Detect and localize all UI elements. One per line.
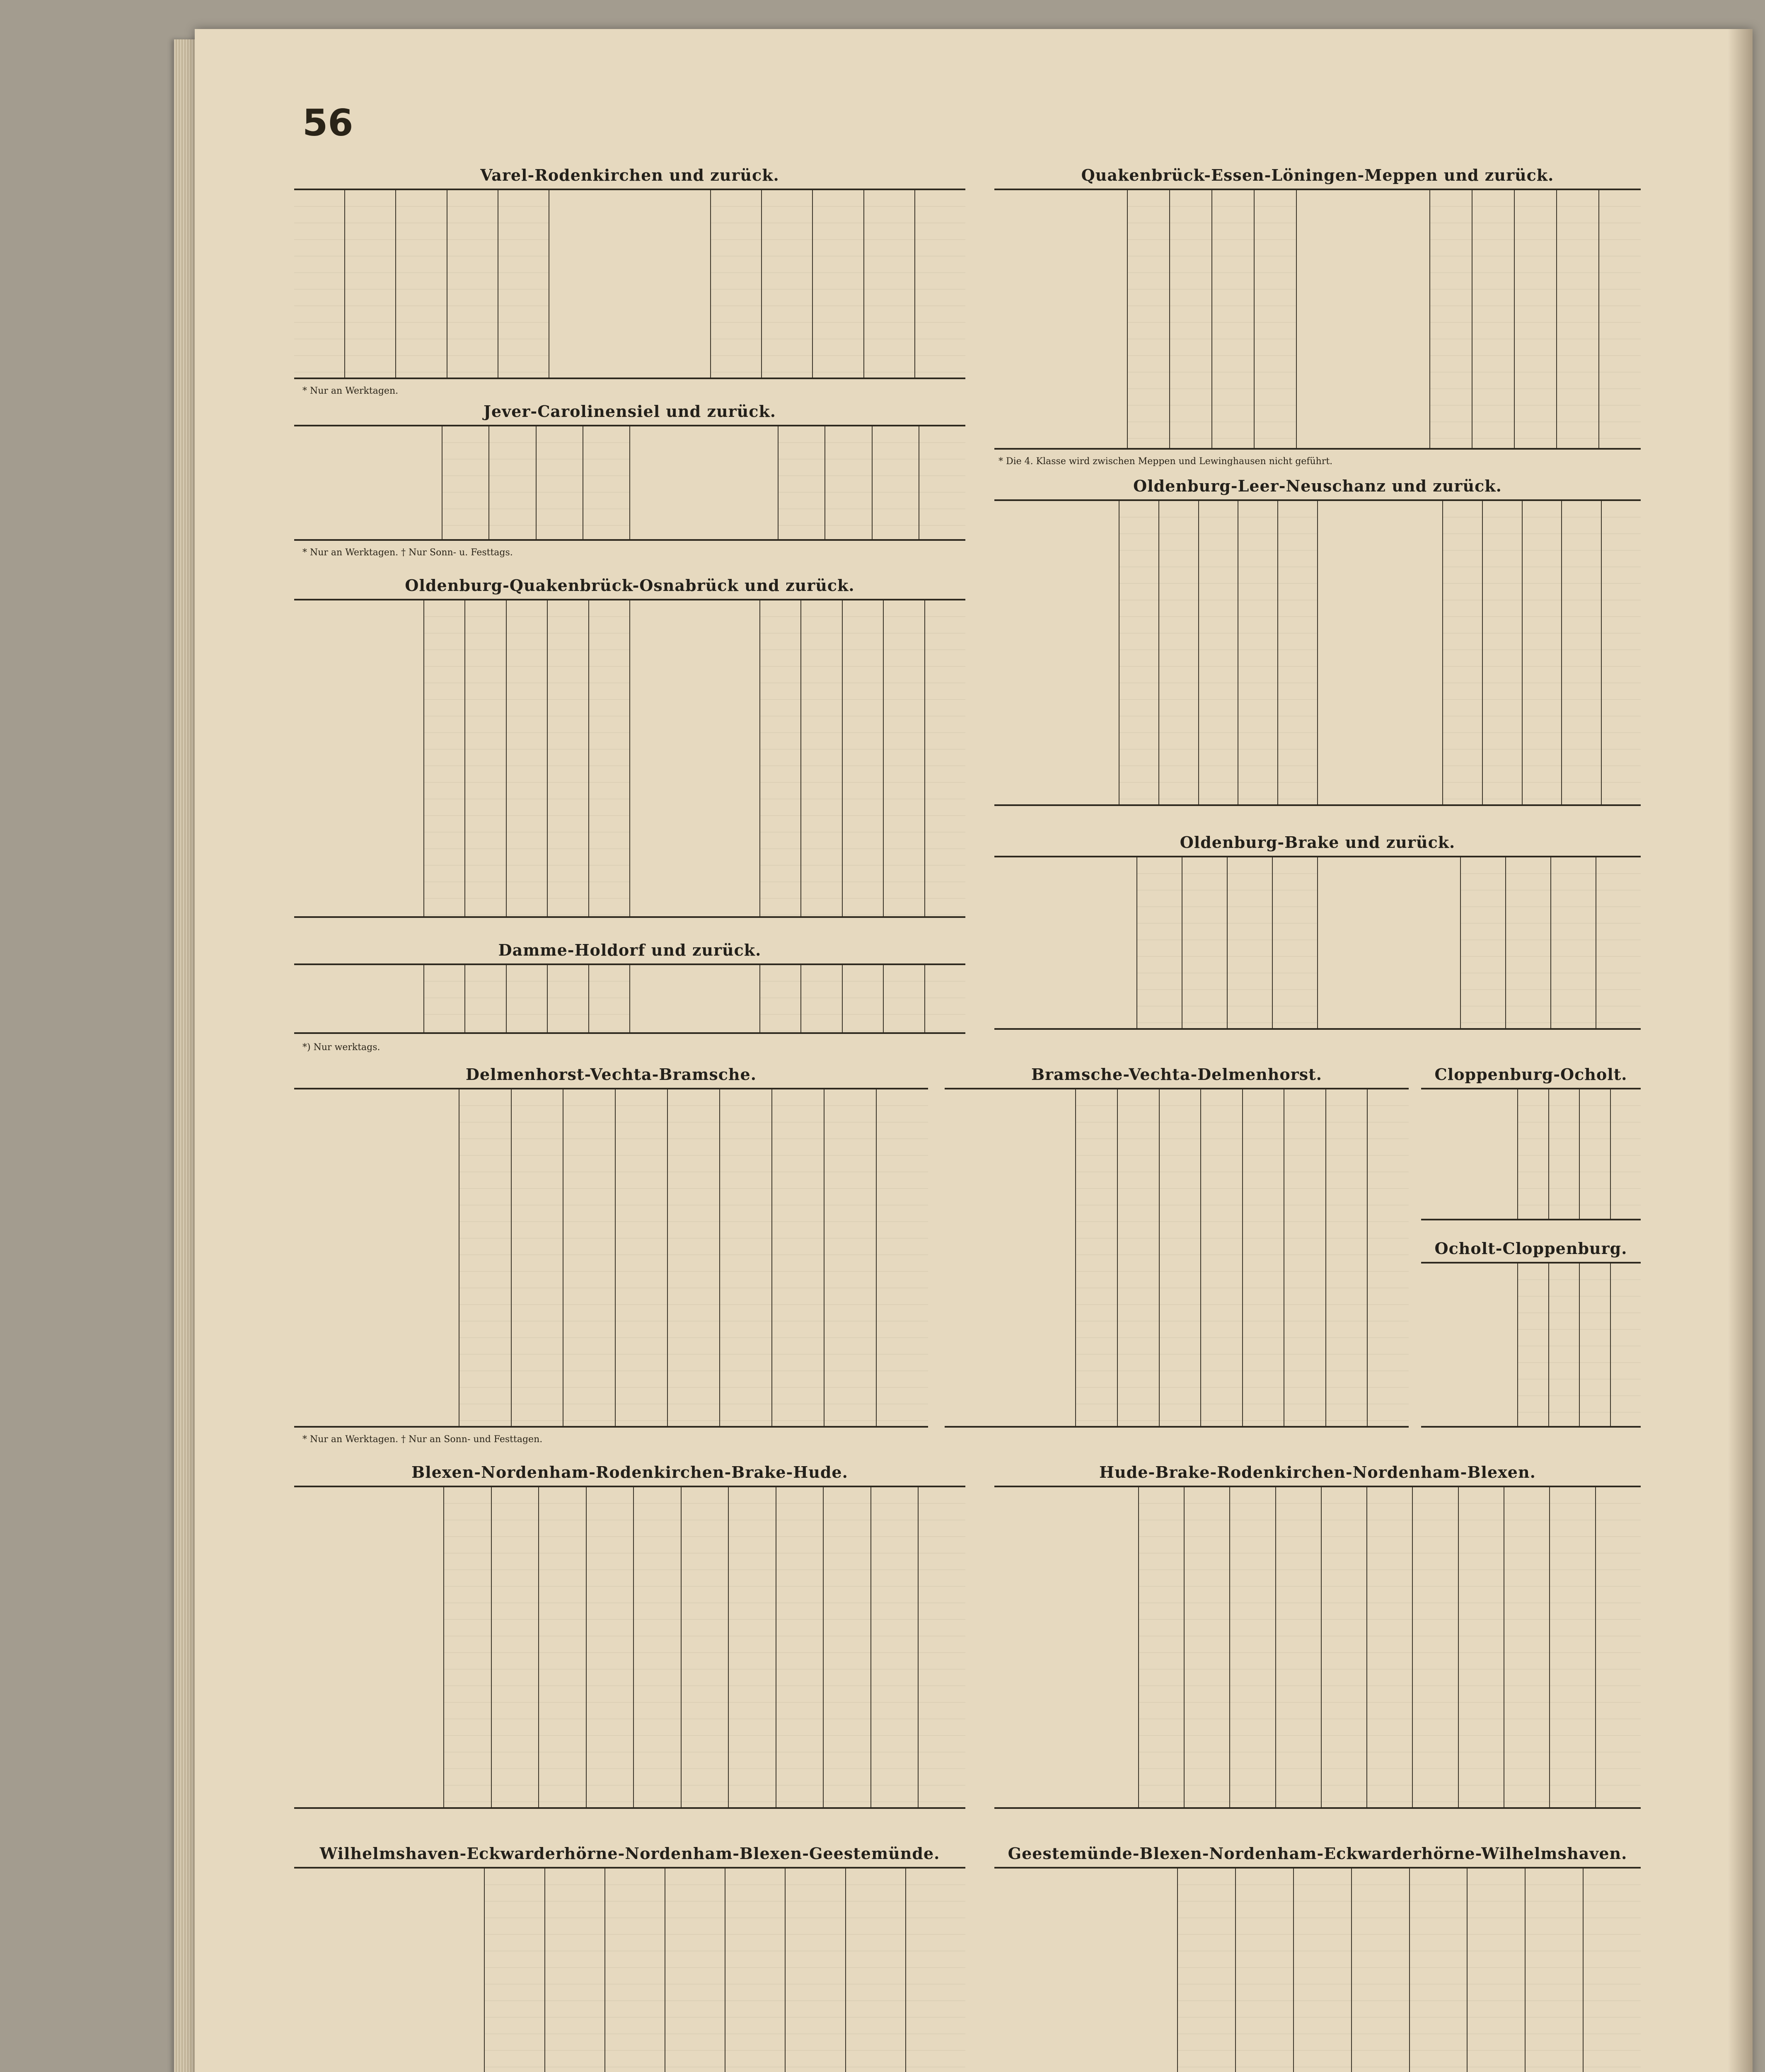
timetable-footnote: * Nur an Werktagen. † Nur an Sonn- und Festtagen. [302, 1434, 543, 1445]
timetable-title: Quakenbrück-Essen-Löningen-Meppen und zurück. [1081, 166, 1554, 184]
timetable-grid [994, 1486, 1641, 1809]
timetable-title: Ocholt-Cloppenburg. [1434, 1239, 1627, 1258]
timetable-title: Oldenburg-Leer-Neuschanz und zurück. [1133, 477, 1502, 495]
timetable-grid [994, 499, 1641, 806]
timetable-varel [294, 166, 965, 396]
timetable-footnote: * Die 4. Klasse wird zwischen Meppen und Lewinghausen nicht geführt. [999, 456, 1333, 467]
timetable-title: Cloppenburg-Ocholt. [1434, 1065, 1627, 1084]
timetable-grid [294, 189, 965, 379]
timetable-title: Blexen-Nordenham-Rodenkirchen-Brake-Hude. [411, 1463, 848, 1481]
timetable-jever [294, 402, 965, 558]
timetable-grid [294, 1867, 965, 2072]
timetable-grid [1421, 1262, 1641, 1428]
timetable-grid [994, 1867, 1641, 2072]
timetable-grid [945, 1088, 1409, 1428]
timetable-title: Jever-Carolinensiel und zurück. [483, 402, 776, 421]
timetable-ocholt [1421, 1239, 1641, 1430]
timetable-bramsche [945, 1065, 1409, 1430]
timetable-geestemuende [994, 1844, 1641, 2072]
timetable-title: Oldenburg-Quakenbrück-Osnabrück und zurück. [405, 576, 855, 595]
timetable-quakenbrueck [994, 166, 1641, 467]
timetable-oldenburg-brake [994, 833, 1641, 1032]
timetable-hude [994, 1463, 1641, 1811]
timetable-title: Damme-Holdorf und zurück. [498, 941, 762, 959]
timetable-damme [294, 941, 965, 1053]
timetable-oldenburg-osnabrueck [294, 576, 965, 920]
timetable-grid [294, 1088, 928, 1428]
spine-shadow [1728, 29, 1753, 2072]
timetable-title: Oldenburg-Brake und zurück. [1180, 833, 1456, 852]
page-number: 56 [302, 102, 353, 144]
timetable-oldenburg-leer [994, 477, 1641, 808]
timetable-grid [294, 963, 965, 1034]
timetable-title: Varel-Rodenkirchen und zurück. [480, 166, 779, 184]
timetable-footnote: * Nur an Werktagen. † Nur Sonn- u. Festtags. [302, 547, 513, 558]
timetable-footnote: *) Nur werktags. [302, 1042, 380, 1053]
timetable-grid [994, 189, 1641, 450]
timetable-grid [294, 425, 965, 541]
timetable-delmenhorst [294, 1065, 928, 1445]
timetable-wilhelmshaven [294, 1844, 965, 2072]
timetable-grid [294, 599, 965, 918]
timetable-title: Delmenhorst-Vechta-Bramsche. [466, 1065, 757, 1084]
timetable-grid [1421, 1088, 1641, 1220]
timetable-page [195, 29, 1753, 2072]
timetable-title: Geestemünde-Blexen-Nordenham-Eckwarderhörne-Wilhelmshaven. [1008, 1844, 1627, 1863]
timetable-grid [994, 856, 1641, 1030]
timetable-title: Wilhelmshaven-Eckwarderhörne-Nordenham-Blexen-Geestemünde. [319, 1844, 940, 1863]
timetable-grid [294, 1486, 965, 1809]
timetable-blexen [294, 1463, 965, 1811]
timetable-title: Hude-Brake-Rodenkirchen-Nordenham-Blexen. [1099, 1463, 1536, 1481]
timetable-footnote: * Nur an Werktagen. [302, 386, 399, 396]
timetable-title: Bramsche-Vechta-Delmenhorst. [1031, 1065, 1322, 1084]
timetable-cloppenburg [1421, 1065, 1641, 1222]
